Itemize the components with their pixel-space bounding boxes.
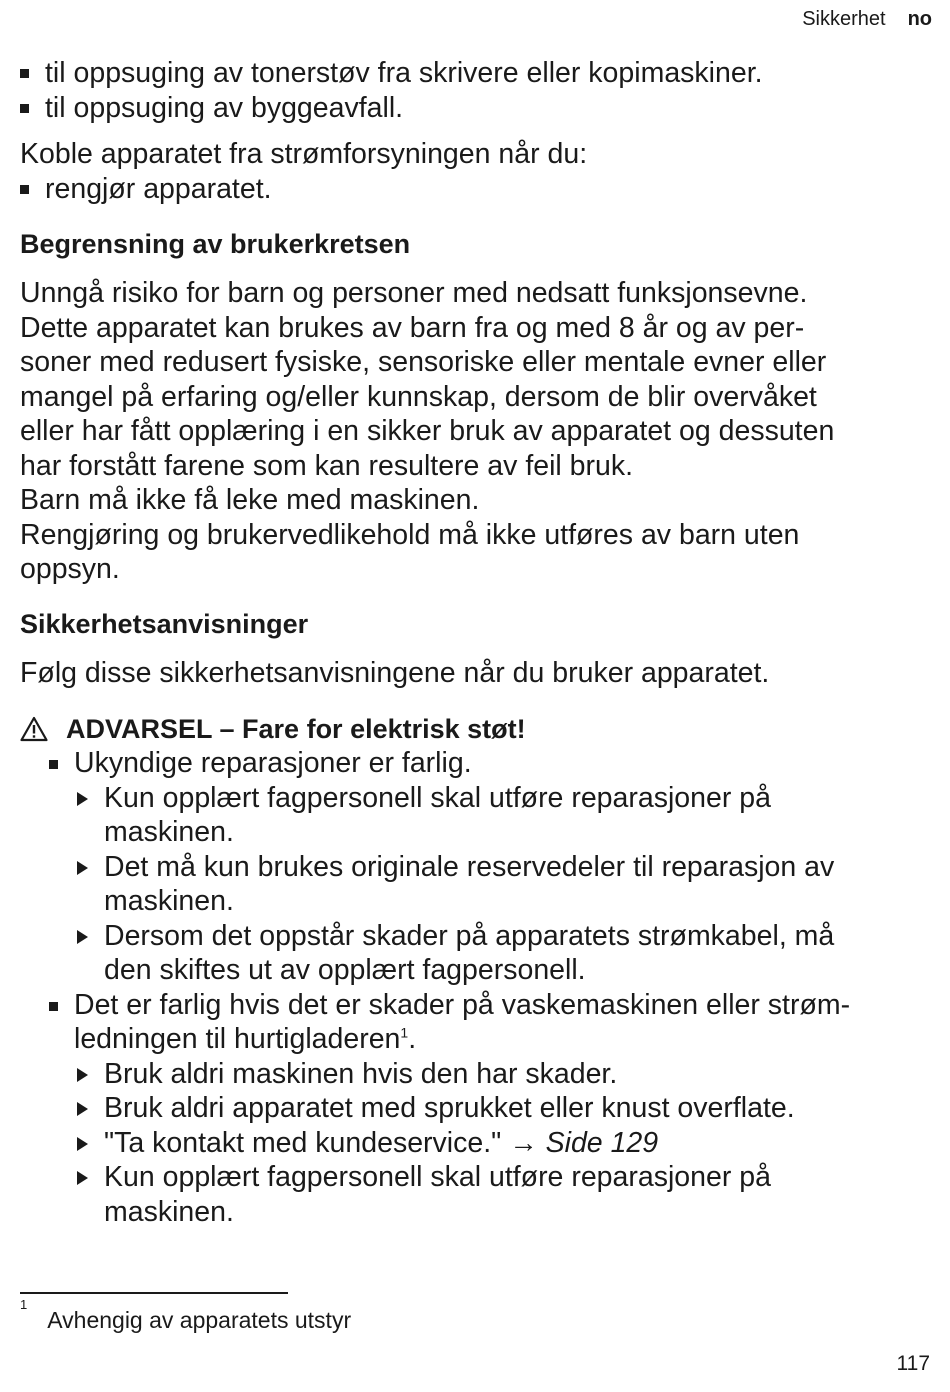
disconnect-lead: Koble apparatet fra strømforsyningen når du: <box>20 138 588 170</box>
footnote <box>20 1297 352 1335</box>
footnote-mark: 1 <box>20 1297 28 1312</box>
footnote-ref: 1 <box>400 1024 409 1041</box>
instruction-step: Kun opplært fagpersonell skal utføre reparasjoner på maskinen. <box>20 781 920 850</box>
section-body-user-restriction: Unngå risiko for barn og personer med nedsatt funksjonsevne. Dette apparatet kan brukes av barn fra og med 8 år og av per- soner med redusert fysiske, sensoriske eller mentale evner eller mangel på erfaring og/eller kunnskap, dersom de blir overvåket eller har fått opplæring i en sikker bruk av apparatet og dessuten har forstått farene som kan resultere av feil bruk. Barn må ikke få leke med maskinen. Rengjøring og brukervedlikehold må ikke utføres av barn uten oppsyn. <box>20 277 835 585</box>
arrow-bullet-icon <box>77 861 88 875</box>
instruction-step: Bruk aldri maskinen hvis den har skader. <box>20 1057 920 1092</box>
square-bullet-icon <box>20 104 29 113</box>
square-bullet-icon <box>49 1002 58 1011</box>
arrow-bullet-icon <box>77 1068 88 1082</box>
instruction-step: Kun opplært fagpersonell skal utføre reparasjoner på maskinen. <box>20 1160 920 1229</box>
list-item: til oppsuging av byggeavfall. <box>20 91 920 126</box>
arrow-bullet-icon <box>77 1137 88 1151</box>
instruction-step: "Ta kontakt med kundeservice." → Side 129 <box>20 1126 920 1161</box>
page-reference-link[interactable]: Side 129 <box>545 1126 659 1159</box>
arrow-bullet-icon <box>77 930 88 944</box>
instruction-step: Dersom det oppstår skader på apparatets strømkabel, må den skiftes ut av opplært fagpersonell. <box>20 919 920 988</box>
arrow-bullet-icon <box>77 792 88 806</box>
footnote-divider <box>20 1292 288 1294</box>
square-bullet-icon <box>20 185 29 194</box>
arrow-bullet-icon <box>77 1171 88 1185</box>
warning-item: Det er farlig hvis det er skader på vaskemaskinen eller strøm- ledningen til hurtigladeren$^1$. <box>20 988 920 1057</box>
section-body-safety: Følg disse sikkerhetsanvisningene når du bruker apparatet. <box>20 656 770 689</box>
header-language: no <box>907 8 932 30</box>
page-content <box>20 56 920 1229</box>
footnote-text: Avhengig av apparatets utstyr <box>47 1307 352 1333</box>
warning-triangle-icon <box>20 716 48 742</box>
instruction-step: Det må kun brukes originale reservedeler til reparasjon av maskinen. <box>20 850 920 919</box>
arrow-bullet-icon <box>77 1102 88 1116</box>
page-number: 117 <box>896 1352 930 1375</box>
warning-item: Ukyndige reparasjoner er farlig. <box>20 746 920 781</box>
running-header <box>802 8 932 31</box>
section-title-safety: Sikkerhetsanvisninger <box>20 608 309 639</box>
list-item: til oppsuging av tonerstøv fra skrivere eller kopimaskiner. <box>20 56 920 91</box>
list-item: rengjør apparatet. <box>20 172 920 207</box>
section-title-user-restriction: Begrensning av brukerkretsen <box>20 229 411 259</box>
header-section: Sikkerhet <box>802 8 886 30</box>
square-bullet-icon <box>20 69 29 78</box>
square-bullet-icon <box>49 760 58 769</box>
warning-title: ADVARSEL – Fare for elektrisk støt! <box>20 712 920 746</box>
instruction-step: Bruk aldri apparatet med sprukket eller knust overflate. <box>20 1091 920 1126</box>
arrow-right-icon: → <box>509 1126 538 1159</box>
